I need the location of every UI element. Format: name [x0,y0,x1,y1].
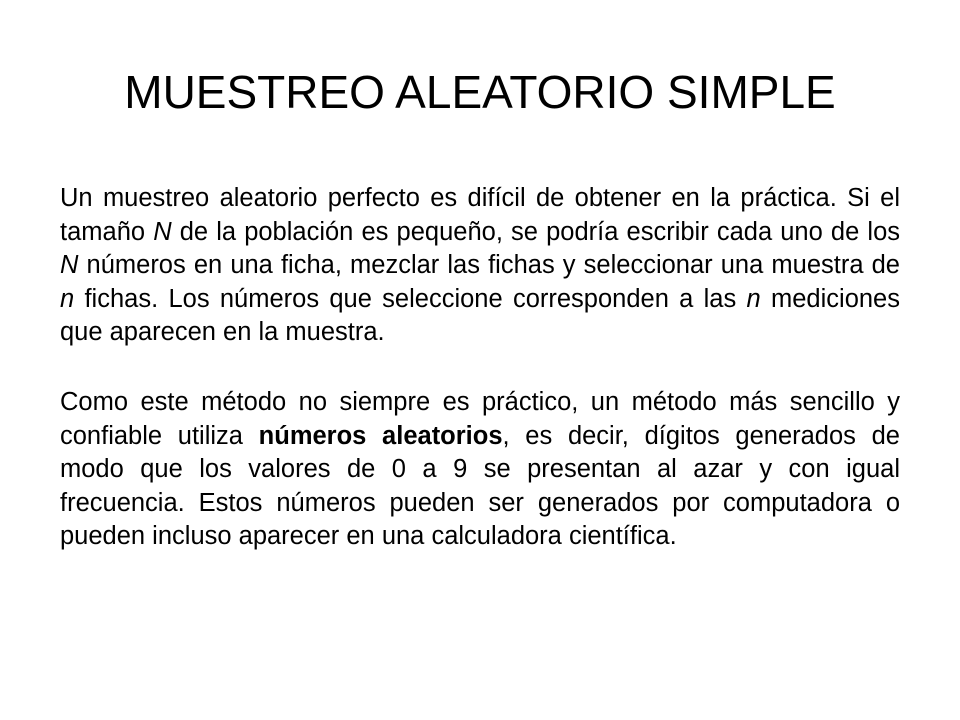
variable-N: N [60,251,79,280]
paragraph-random-text-1: Como este método no siempre es práctico, un método más sencillo y confiable utiliza [60,387,900,450]
paragraph-intro-text-4: fichas. Los números que seleccione corresponden a las [74,284,747,313]
variable-n: n [60,284,75,313]
variable-n: n [746,284,761,313]
paragraph-intro [60,182,900,350]
paragraph-random-numbers [60,386,900,554]
paragraph-intro-text-3: números en una ficha, mezclar las fichas y seleccionar una muestra de [78,251,900,280]
highlighted-term: números aleatorios [258,421,503,450]
paragraph-intro-text-2: de la población es pequeño, se podría escribir cada uno de los [171,217,901,246]
variable-N: N [153,217,172,246]
slide-title: MUESTREO ALEATORIO SIMPLE [124,66,836,118]
paragraph-intro-text-1: Un muestreo aleatorio perfecto es difícil de obtener en la práctica. Si el tamaño [60,184,900,246]
slide-body [60,182,900,554]
paragraph-random-text-2: , es decir, dígitos generados de modo que los valores de 0 a 9 se presentan al azar y con igual frecuencia. Estos números pueden ser generados por computadora o pueden incluso aparecer en una calculadora científica. [60,421,900,551]
paragraph-intro-text-5: mediciones que aparecen en la muestra. [60,284,900,347]
